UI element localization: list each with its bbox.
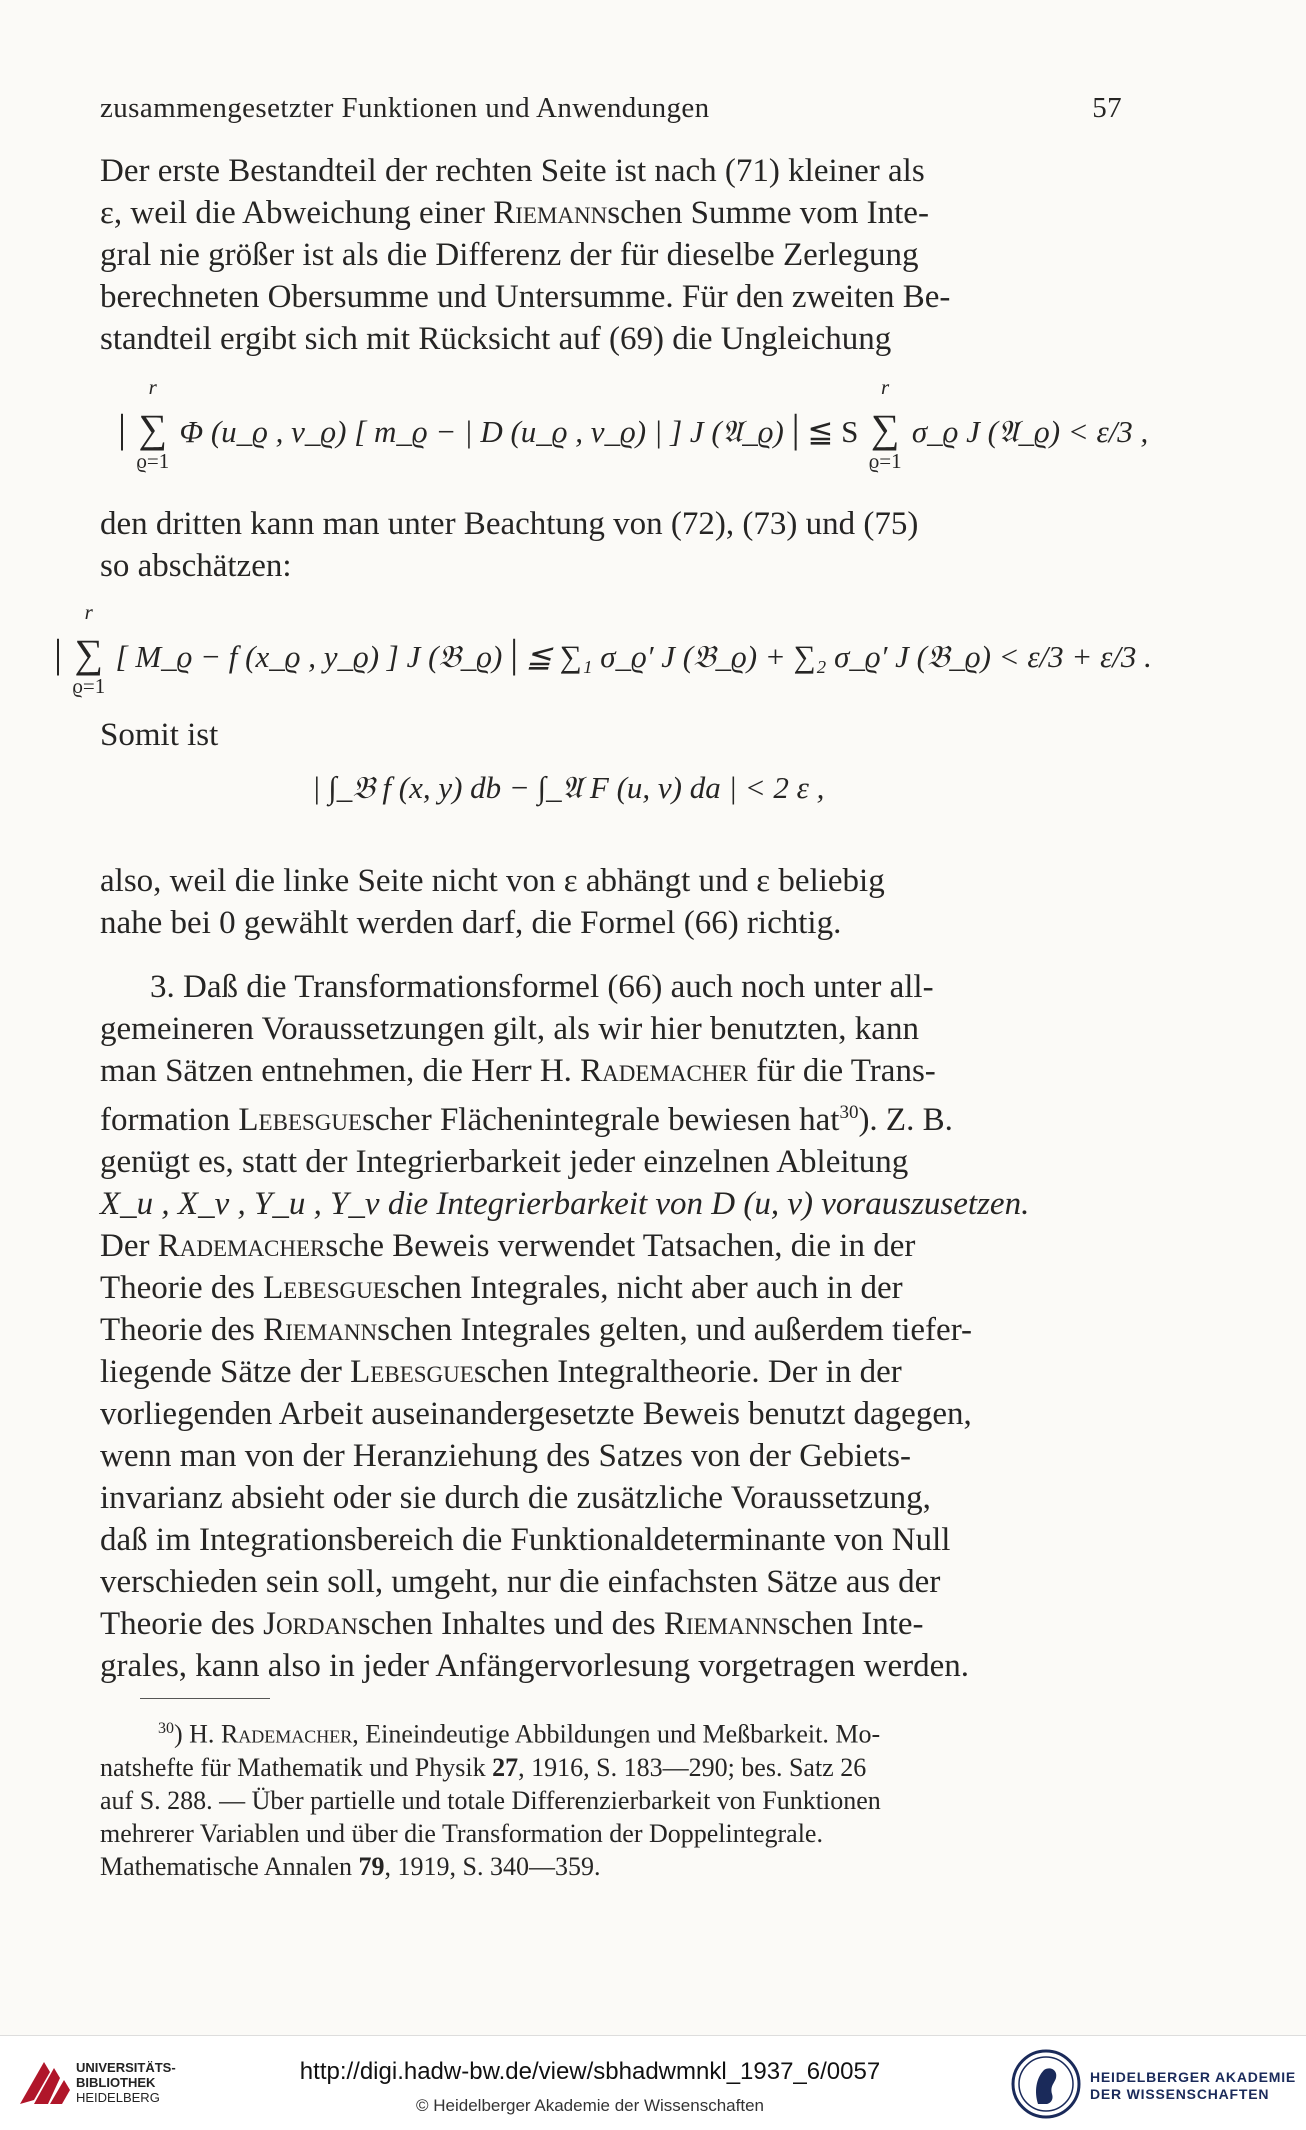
text-line: berechneten Obersumme und Untersumme. Für den zweiten Be- — [100, 279, 951, 315]
text-line: natshefte für Mathematik und Physik 27, 1916, S. 183—290; bes. Satz 26 — [100, 1752, 867, 1782]
running-title: zusammengesetzter Funktionen und Anwendungen — [100, 92, 710, 124]
paragraph-3 — [100, 860, 1122, 944]
text-line: Theorie des Lebesgueschen Integrales, nicht aber auch in der — [100, 1270, 903, 1306]
text-line: nahe bei 0 gewählt werden darf, die Formel (66) richtig. — [100, 905, 842, 941]
paragraph-2 — [100, 503, 1122, 587]
text-line: invarianz absieht oder sie durch die zusätzliche Voraussetzung, — [100, 1480, 931, 1516]
text-line: gemeineren Voraussetzungen gilt, als wir hier benutzten, kann — [100, 1011, 919, 1047]
text-line: grales, kann also in jeder Anfängervorlesung vorgetragen werden. — [100, 1648, 970, 1684]
formula-relation: ≦ S — [807, 414, 859, 449]
text-line: Mathematische Annalen 79, 1919, S. 340—359. — [100, 1851, 601, 1881]
text-line: 3. Daß die Transformationsformel (66) auch noch unter all- — [150, 969, 934, 1005]
text-line: Theorie des Jordanschen Inhaltes und des Riemannschen Inte- — [100, 1606, 924, 1642]
summation-symbol: ∑ r ϱ=1 — [72, 600, 106, 698]
text-line: vorliegenden Arbeit auseinandergesetzte Beweis benutzt dagegen, — [100, 1396, 972, 1432]
library-logo-icon — [14, 2054, 74, 2114]
text-line: standteil ergibt sich mit Rücksicht auf (69) die Ungleichung — [100, 321, 892, 357]
formula-expression: | ∫_𝔅 f (x, y) db − ∫_𝔄 F (u, v) da | < 2 ε , — [312, 770, 825, 805]
footnote-ref: 30 — [839, 1102, 859, 1123]
text-line: liegende Sätze der Lebesgueschen Integraltheorie. Der in der — [100, 1354, 902, 1390]
running-header — [100, 92, 1122, 132]
paragraph-somit — [100, 714, 1122, 756]
page-number: 57 — [1092, 92, 1122, 124]
footnote — [100, 1712, 1122, 1883]
formula-integral-estimate — [312, 770, 824, 807]
text-line: Der Rademachersche Beweis verwendet Tatsachen, die in der — [100, 1228, 916, 1264]
copyright-notice: © Heidelberger Akademie der Wissenschaften — [416, 2096, 764, 2115]
text-line: $^{30}$) H. Rademacher, Eineindeutige Abbildungen und Meßbarkeit. Mo- — [158, 1719, 881, 1749]
footer-bar — [0, 2035, 1306, 2130]
academy-seal-icon — [1010, 2048, 1082, 2120]
text-line: genügt es, statt der Integrierbarkeit jeder einzelnen Ableitung — [100, 1144, 909, 1180]
text-line: so abschätzen: — [100, 548, 292, 584]
text-line: X_u , X_v , Y_u , Y_v die Integrierbarkeit von D (u, v) vorauszusetzen. — [100, 1186, 1030, 1222]
formula-inequality-1: | ∑ r ϱ=1 Φ (u_ϱ , v_ϱ) [ m_ϱ − | D (u_ϱ , v_ϱ) | ] J (𝔄_ϱ) | ≦ S ∑ r ϱ=1 σ_ϱ J (𝔄_ϱ) < ε/3 , — [118, 375, 1149, 473]
text-line: formation Lebesguescher Flächenintegrale bewiesen hat$^{30}$). Z. B. — [100, 1102, 953, 1138]
text-line: den dritten kann man unter Beachtung von (72), (73) und (75) — [100, 506, 919, 542]
formula-inequality-2: | ∑ r ϱ=1 [ M_ϱ − f (x_ϱ , y_ϱ) ] J (𝔅_ϱ) | ≦ ∑₁ σ_ϱ′ J (𝔅_ϱ) + ∑₂ σ_ϱ′ J (𝔅_ϱ) < ε/3 + ε/3 . — [54, 600, 1152, 698]
text-line: daß im Integrationsbereich die Funktionaldeterminante von Null — [100, 1522, 951, 1558]
formula-rhs: σ_ϱ J (𝔄_ϱ) < ε/3 , — [911, 414, 1149, 449]
summation-symbol: ∑ r ϱ=1 — [136, 375, 170, 473]
text-line: mehrerer Variablen und über die Transformation der Doppelintegrale. — [100, 1818, 823, 1848]
text-line: auf S. 288. — Über partielle und totale Differenzierbarkeit von Funktionen — [100, 1785, 881, 1815]
paragraph-1 — [100, 150, 1122, 360]
text-line: man Sätzen entnehmen, die Herr H. Rademacher für die Trans- — [100, 1053, 936, 1089]
formula-lhs: Φ (u_ϱ , v_ϱ) [ m_ϱ − | D (u_ϱ , v_ϱ) | ] J (𝔄_ϱ) — [179, 414, 784, 449]
text-line: Somit ist — [100, 717, 219, 753]
text-line: verschieden sein soll, umgeht, nur die einfachsten Sätze aus der — [100, 1564, 941, 1600]
library-name: UNIVERSITÄTS- BIBLIOTHEK HEIDELBERG — [76, 2060, 176, 2105]
paragraph-4 — [100, 966, 1122, 1687]
formula-lhs: [ M_ϱ − f (x_ϱ , y_ϱ) ] J (𝔅_ϱ) — [115, 639, 503, 674]
text-line: wenn man von der Heranziehung des Satzes von der Gebiets- — [100, 1438, 911, 1474]
footnote-rule — [140, 1698, 270, 1699]
formula-rhs: ≦ ∑₁ σ_ϱ′ J (𝔅_ϱ) + ∑₂ σ_ϱ′ J (𝔅_ϱ) < ε/3 + ε/3 . — [525, 639, 1152, 674]
text-line: Der erste Bestandteil der rechten Seite ist nach (71) kleiner als — [100, 153, 925, 189]
text-line: Theorie des Riemannschen Integrales gelten, und außerdem tiefer- — [100, 1312, 973, 1348]
source-url-link[interactable]: http://digi.hadw-bw.de/view/sbhadwmnkl_1937_6/0057 — [299, 2058, 881, 2085]
summation-symbol: ∑ r ϱ=1 — [868, 375, 902, 473]
academy-name: HEIDELBERGER AKADEMIE DER WISSENSCHAFTEN — [1090, 2069, 1297, 2102]
text-line: gral nie größer ist als die Differenz der für dieselbe Zerlegung — [100, 237, 919, 273]
text-line: ε, weil die Abweichung einer Riemannschen Summe vom Inte- — [100, 195, 929, 231]
text-line: also, weil die linke Seite nicht von ε abhängt und ε beliebig — [100, 863, 885, 899]
